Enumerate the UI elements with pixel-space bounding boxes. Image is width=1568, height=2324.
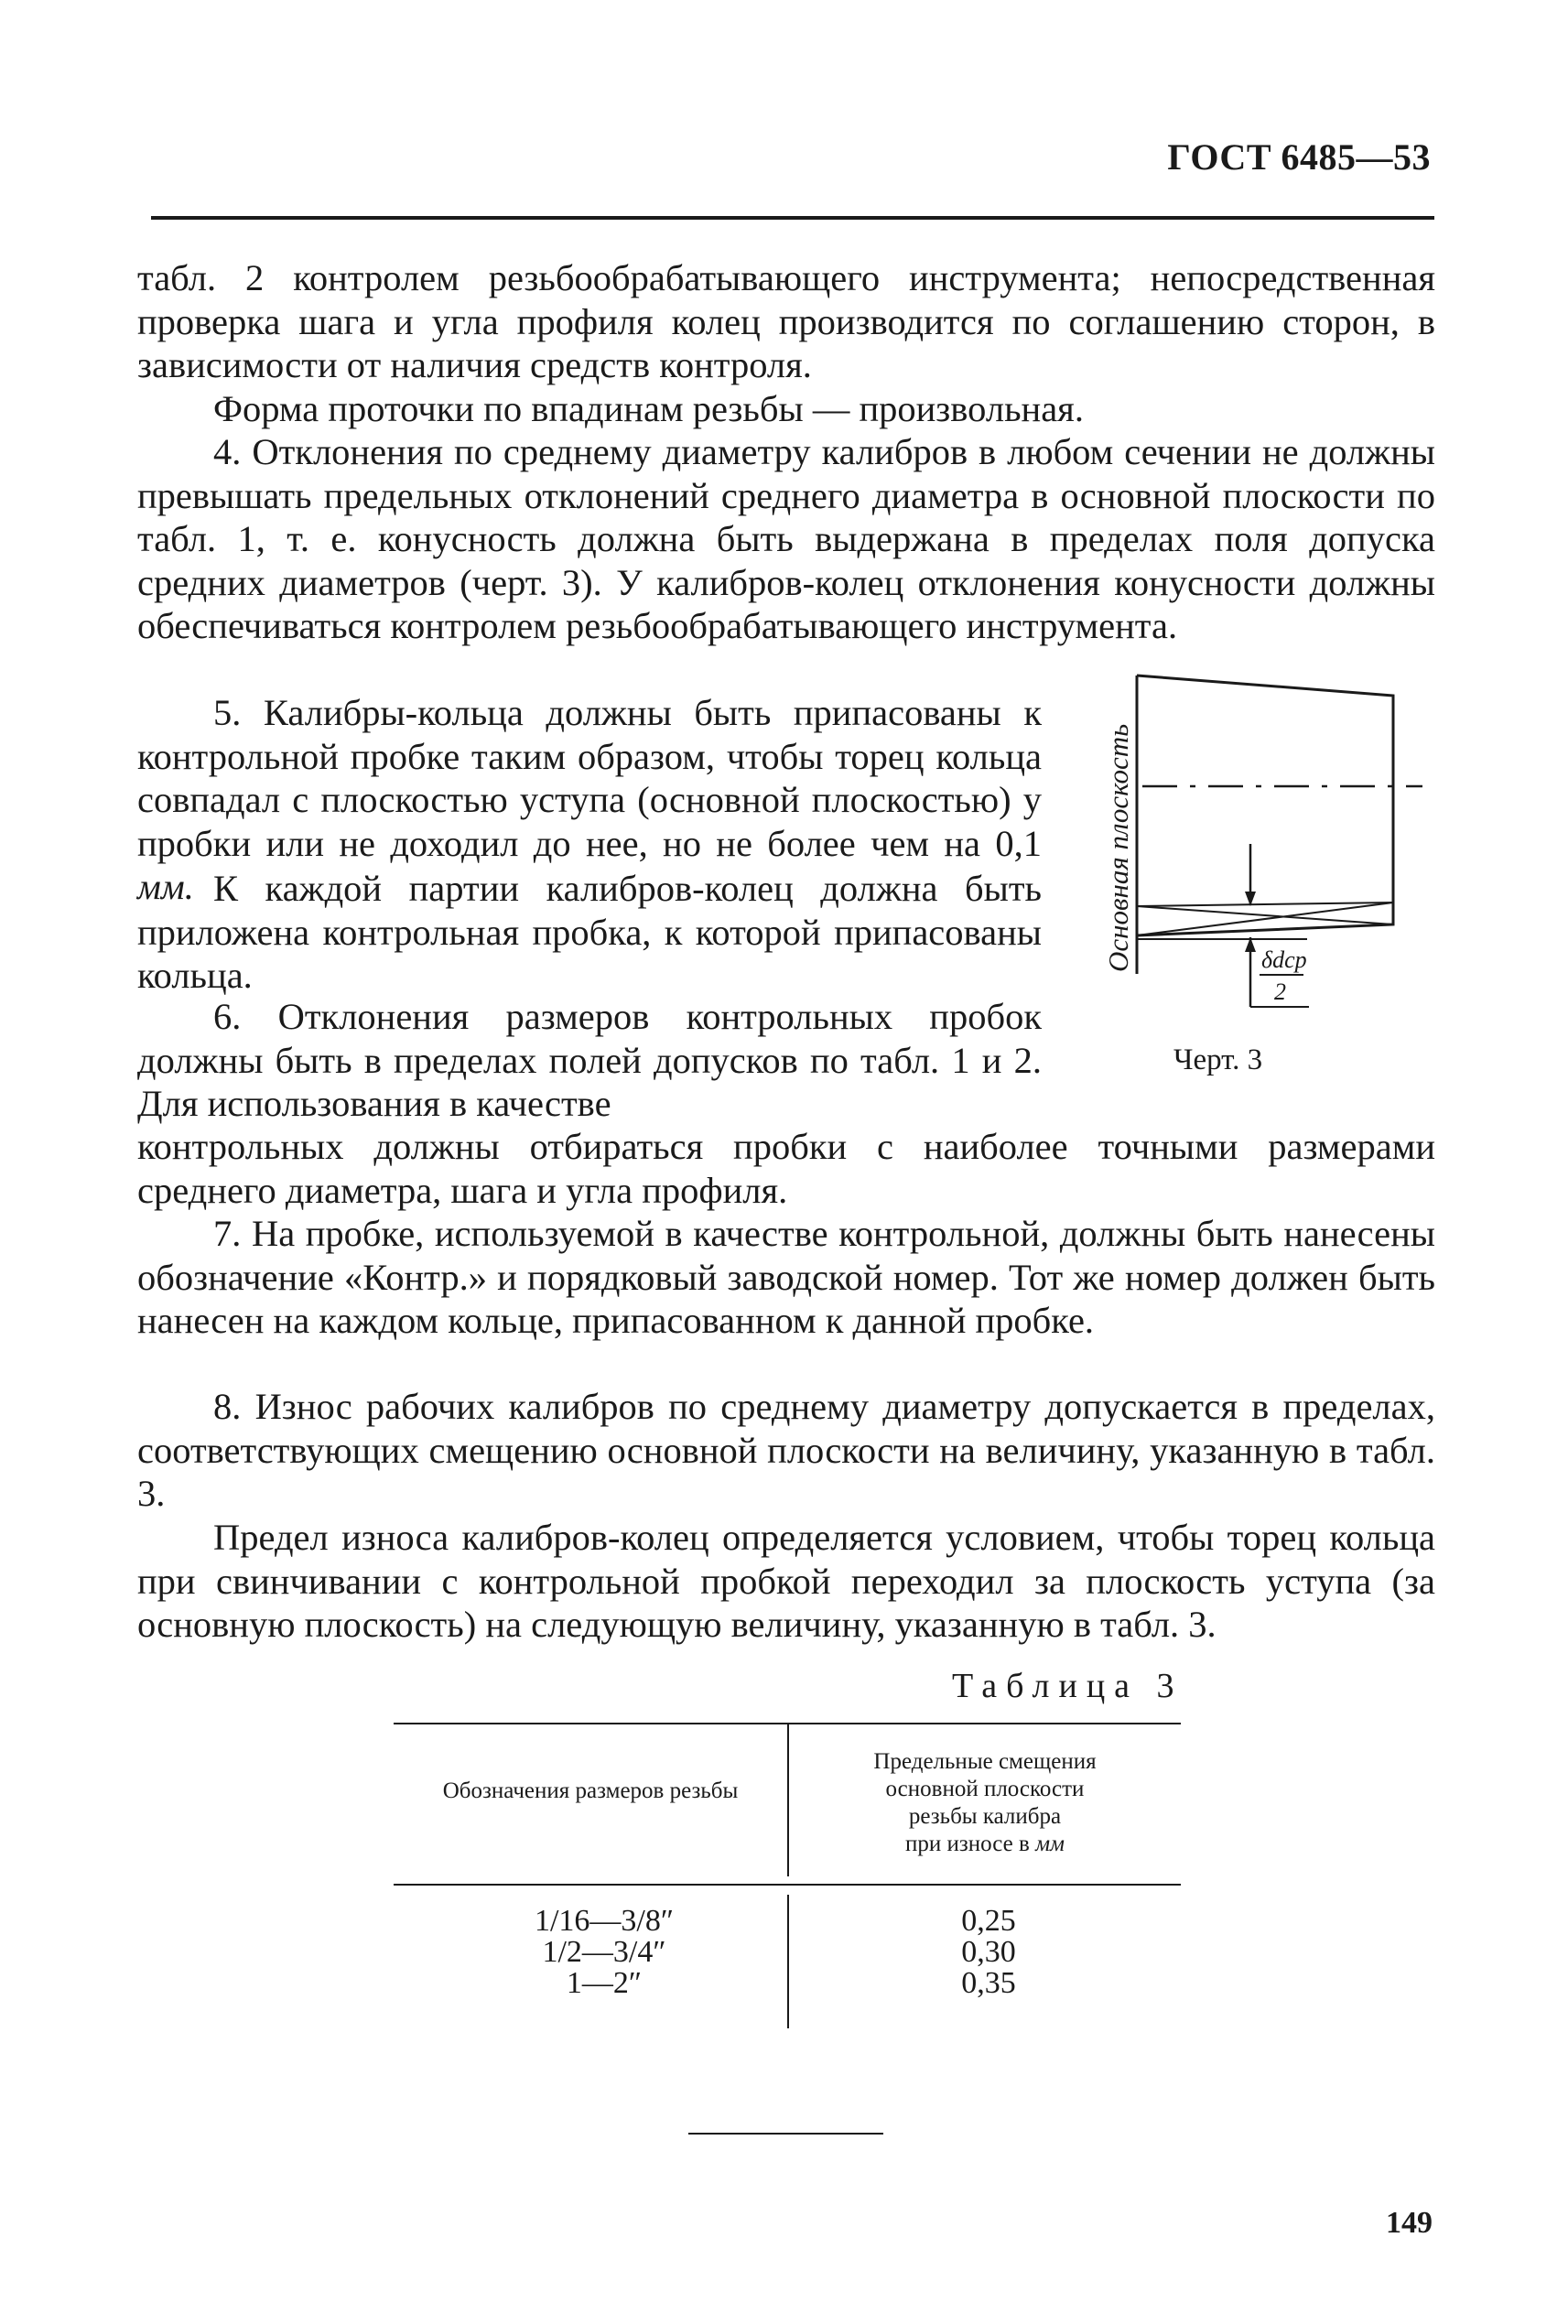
paragraph-item-4: 4. Отклонения по среднему диаметру калибров в любом сечении не должны превышать предельных отклонений среднего диаметра в основной плоскости по табл. 1, т. е. конусность должна быть выдержана в пределах поля допуска средних диаметров (черт. 3). У калибров-колец отклонения конусности должны обеспечиваться контролем резьбообрабатывающего инструмента. bbox=[137, 431, 1435, 646]
table-cell-shift: 0,25 bbox=[961, 1904, 1016, 1938]
page-header-title: ГОСТ 6485—53 bbox=[1167, 136, 1431, 178]
unit-mm: мм bbox=[1035, 1832, 1065, 1856]
header-rule bbox=[151, 216, 1434, 220]
dimension-denominator: 2 bbox=[1274, 978, 1286, 1005]
table-header-rule bbox=[394, 1884, 1181, 1886]
column-header-line: основной плоскости bbox=[885, 1777, 1085, 1801]
paragraph-control-plug: К каждой партии калибров-колец должна быть приложена контрольная пробка, к которой припасованы кольца. bbox=[137, 868, 1042, 996]
table-cell-shift: 0,35 bbox=[961, 1966, 1016, 2000]
column-header-line: резьбы калибра bbox=[908, 1804, 1062, 1829]
tolerance-diagonal-1 bbox=[1137, 906, 1393, 924]
paragraph-item-5-text: 5. Калибры-кольца должны быть припасованы к контрольной пробке таким образом, чтобы торец кольца совпадал с плоскостью уступа (основной плоскостью) у пробки или не доходил до нее, но не более чем на 0,1 bbox=[137, 692, 1042, 864]
paragraph-item-6-part1: 6. Отклонения размеров контрольных пробок должны быть в пределах полей допусков по табл. 1 и 2. Для использования в качестве bbox=[137, 996, 1042, 1124]
table-cell-size: 1/16—3/8″ bbox=[534, 1904, 675, 1938]
page-number: 149 bbox=[1386, 2206, 1433, 2240]
table-3 bbox=[394, 1723, 1181, 2034]
paragraph-item-8: 8. Износ рабочих калибров по среднему диаметру допускается в пределах, соответствующих смещению основной плоскости на величину, указанную в табл. 3. bbox=[137, 1386, 1435, 1514]
column-header-line-text: при износе в bbox=[905, 1832, 1030, 1856]
paragraph-continuation: табл. 2 контролем резьбообрабатывающего инструмента; непосредственная проверка шага и угла профиля колец производится по соглашению сторон, в зависимости от наличия средств контроля. bbox=[137, 257, 1435, 385]
unit-mm: мм. bbox=[137, 866, 194, 907]
paragraph-item-6-part2: контрольных должны отбираться пробки с наиболее точными размерами среднего диаметра, шага и угла профиля. bbox=[137, 1126, 1435, 1211]
paragraph-item-7: 7. На пробке, используемой в качестве контрольной, должны быть нанесены обозначение «Контр.» и порядковый заводской номер. Тот же номер должен быть нанесен на каждом кольце, припасованном к данной пробке. bbox=[137, 1213, 1435, 1341]
table-column-divider-body bbox=[787, 1895, 789, 2028]
column-header-thread-size: Обозначения размеров резьбы bbox=[442, 1778, 739, 1803]
footer-rule bbox=[688, 2133, 883, 2135]
column-header-line bbox=[789, 1831, 1181, 1858]
main-plane-label: Основная плоскость bbox=[1102, 723, 1134, 972]
table-cell-size: 1/2—3/4″ bbox=[542, 1935, 666, 1969]
drawing-3 bbox=[1091, 661, 1437, 1036]
figure-caption: Черт. 3 bbox=[1173, 1043, 1263, 1076]
table-cell-shift: 0,30 bbox=[961, 1935, 1016, 1969]
table-cell-size: 1—2″ bbox=[566, 1966, 643, 2000]
table-title: Таблица 3 bbox=[952, 1667, 1184, 1705]
plug-outline bbox=[1137, 676, 1393, 935]
paragraph-wear-limit: Предел износа калибров-колец определяется условием, чтобы торец кольца при свинчивании с контрольной пробкой переходил за плоскость уступа (за основную плоскость) на следующую величину, указанную в табл. 3. bbox=[137, 1517, 1435, 1645]
tolerance-line-upper bbox=[1137, 903, 1393, 906]
dimension-numerator: δdср bbox=[1261, 946, 1307, 973]
paragraph-groove-form: Форма проточки по впадинам резьбы — произвольная. bbox=[213, 388, 1084, 429]
column-header-plane-shift bbox=[789, 1748, 1181, 1858]
column-header-line: Предельные смещения bbox=[873, 1749, 1097, 1774]
